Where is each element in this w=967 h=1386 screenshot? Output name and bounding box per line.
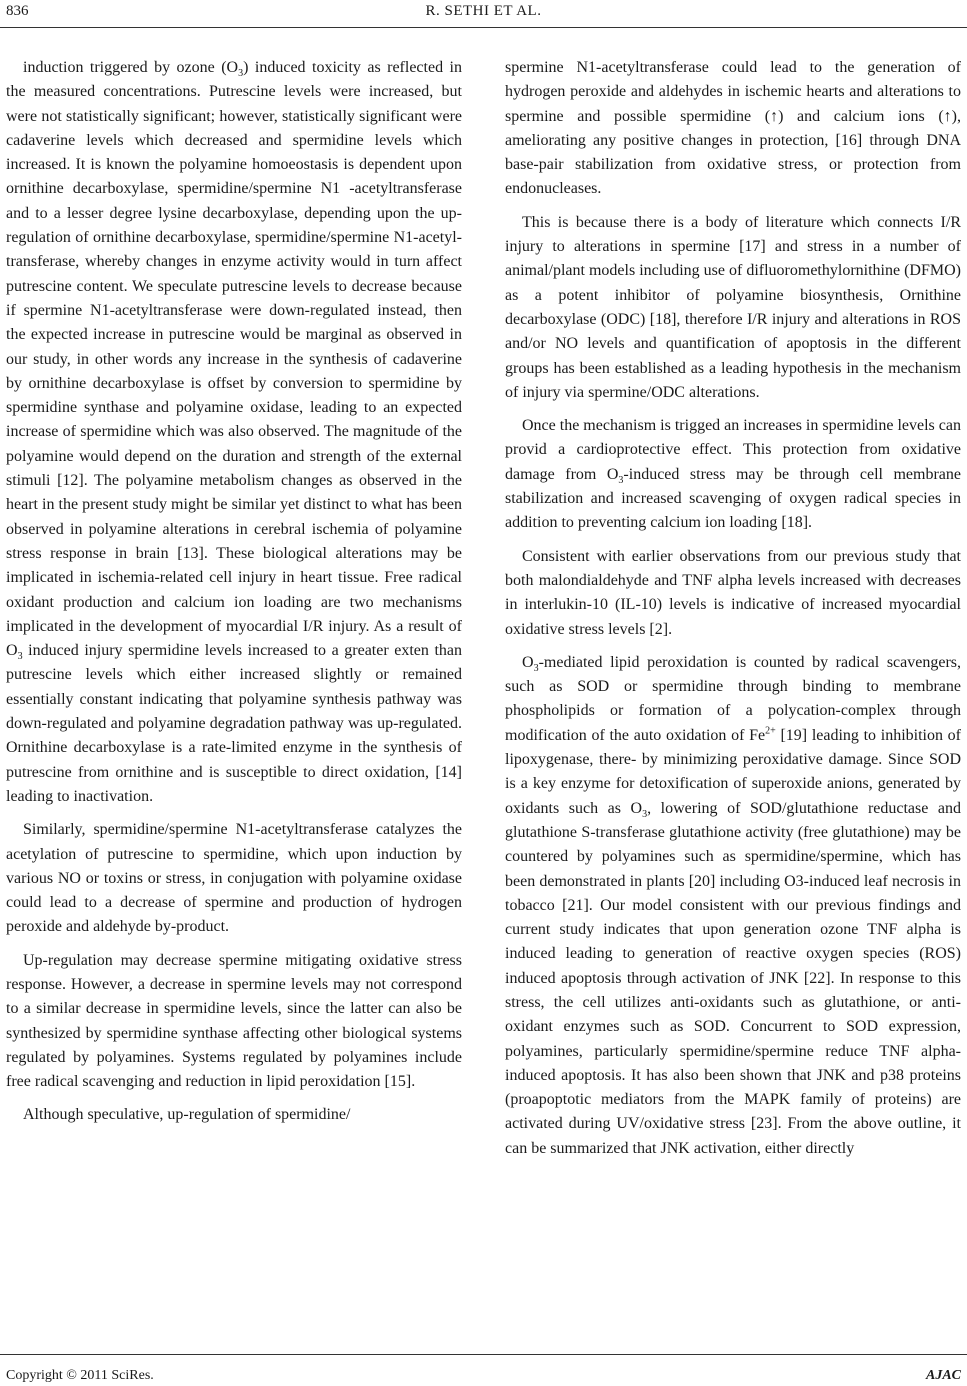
- body-paragraph: [6, 1103, 462, 1127]
- text-run: , lowering of SOD/glutathione reductase and glutathione S-transferase glutathione activity (free glutathione) may be countered by polyamines such as spermidine/spermine, which has been demonstrated in plants [20] including O3-induced leaf necrosis in tobacco [21]. Our model consistent with our previous findings and current study indicates that upon generation ozone TNF alpha is induced leading to generation of reactive oxygen species (ROS) induced apoptosis through activation of JNK [22]. In response to this stress, the cell utilizes anti-oxidants such as glutathione, or anti-oxidant enzymes such as SOD. Concurrent to SOD expression, polyamines, particularly spermidine/spermine reduce TNF alpha-induced apoptosis. It has also been shown that JNK and p38 proteins (proapoptotic mediators from the MAPK family of proteins) are activated during UV/oxidative stress [23]. From the above outline, it can be summarized that JNK activation, either directly: [505, 799, 961, 1157]
- text-run: Although speculative, up-regulation of spermidine/: [23, 1106, 351, 1124]
- subscript: 3: [642, 808, 648, 820]
- text-run: [19] leading to inhibition of lipoxygenase, there- by minimizing peroxidative damage. Since SOD is a key enzyme for detoxification of superoxide anions, generated by oxidants such as O: [505, 726, 961, 817]
- right-column: [505, 56, 961, 1170]
- header-rule: [0, 27, 967, 28]
- left-column: [6, 56, 462, 1137]
- text-run: Once the mechanism is trigged an increases in spermidine levels can provid a cardioprotective effect. This protection from oxidative damage from O: [505, 417, 961, 483]
- body-paragraph: [505, 56, 961, 202]
- text-run: Up-regulation may decrease spermine mitigating oxidative stress response. However, a decrease in spermine levels may not correspond to a similar decrease in spermidine levels, since the latter can also be synthesized by spermidine synthase affecting other biological systems regulated by polyamines. Systems regulated by polyamines include free radical scavenging and reduction in lipid peroxidation [15].: [6, 951, 462, 1091]
- text-run: spermine N1-acetyltransferase could lead to the generation of hydrogen peroxide and aldehydes in ischemic hearts and alterations to spermine and possible spermidine (↑) and calcium ions (↑), ameliorating any positive changes in protection, [16] through DNA base-pair stabilization from oxidative stress, or protection from endonucleases.: [505, 59, 961, 198]
- text-run: ) induced toxicity as reflected in the measured concentrations. Putrescine levels were increased, but were not statistically significant; however, statistically significant were cadaverine levels which decreased and spermidine levels which increased. It is known the polyamine homoeostasis is dependent upon ornithine decarboxylase, spermidine/spermine N1 -acetyltransferase and to a lesser degree lysine decarboxylase, depending upon the up-regulation of ornithine decarboxylase, spermidine/spermine N1-acetyl-transferase, whereby changes in enzyme activity would in turn affect putrescine content. We speculate putrescine levels to decrease because if spermine N1-acetyltransferase were down-regulated instead, then the expected increase in putrescine would be marginal as observed in our study, in other words any increase in the synthesis of cadaverine by ornithine decarboxylase is offset by conversion to spermidine by spermidine synthase and polyamine oxidase, leading to an expected increase of spermidine which was also observed. The magnitude of the polyamine would depend on the duration and strength of the external stimuli [12]. The polyamine metabolism changes as observed in the heart in the present study might be similar yet distinct to what has been observed in polyamine alterations in cerebral ischemia of polyamine stress response in brain [13]. These biological alterations may be implicated in ischemia-related cell injury in heart tissue. Free radical oxidant production and calcium ion loading are two mechanisms implicated in the development of myocardial I/R injury. As a result of O: [6, 59, 462, 660]
- body-paragraph: [6, 949, 462, 1095]
- body-paragraph: [6, 56, 462, 809]
- text-run: -mediated lipid peroxidation is counted by radical scavengers, such as SOD or spermidine through binding to membrane phospholipids or formation of a polycation-complex through modification of the auto oxidation of Fe: [505, 653, 961, 744]
- text-run: Similarly, spermidine/spermine N1-acetyltransferase catalyzes the acetylation of putrescine to spermidine, which upon induction by various NO or toxins or stress, in conjugation with polyamine oxidase could lead to a decrease of spermine and production of hydrogen peroxide and aldehyde by-product.: [6, 821, 462, 936]
- subscript: 3: [618, 474, 624, 486]
- text-run: -induced stress may be through cell membrane stabilization and increased scavenging of oxygen radical species in addition to preventing calcium ion loading [18].: [505, 465, 962, 532]
- text-run: induced injury spermidine levels increased to a greater exten than putrescine levels which either increased slightly or remained essentially constant indicating that polyamine synthesis pathway was down-regulated and polyamine degradation pathway was up-regulated. Ornithine decarboxylase is a rate-limited enzyme in the synthesis of putrescine from ornithine and is susceptible to direct oxidation, [14] leading to inactivation.: [6, 642, 462, 805]
- body-paragraph: [6, 818, 462, 939]
- page-number: 836: [6, 3, 29, 19]
- journal-abbreviation: AJAC: [925, 1368, 961, 1383]
- subscript: 3: [17, 651, 23, 663]
- subscript: 3: [238, 68, 244, 80]
- copyright-notice: Copyright © 2011 SciRes.: [6, 1368, 154, 1383]
- footer-rule: [0, 1354, 967, 1355]
- text-run: Consistent with earlier observations from our previous study that both malondialdehyde and TNF alpha levels increased with decreases in interlukin-10 (IL-10) levels is indicative of increased myocardial oxidative stress levels [2].: [505, 547, 961, 638]
- superscript: 2+: [765, 725, 776, 737]
- page-footer: [0, 1346, 967, 1386]
- body-paragraph: [505, 545, 961, 642]
- text-run: O: [522, 653, 534, 671]
- running-head: R. SETHI ET AL.: [425, 3, 542, 19]
- body-paragraph: [505, 414, 961, 535]
- page-header: [0, 0, 967, 34]
- body-paragraph: [505, 211, 961, 405]
- text-run: This is because there is a body of literature which connects I/R injury to alterations in spermine [17] and stress in a number of animal/plant models including use of difluoromethylornithine (DFMO) as a potent inhibitor of polyamine biosynthesis, Ornithine decarboxylase (ODC) [18], therefore I/R injury and alterations in ROS and/or NO levels and quantification of apoptosis in the different groups has been established as a leading hypothesis in the mechanism of injury via spermine/ODC alterations.: [505, 213, 961, 401]
- body-paragraph: [505, 651, 961, 1161]
- subscript: 3: [533, 663, 539, 675]
- text-run: induction triggered by ozone (O: [23, 59, 239, 76]
